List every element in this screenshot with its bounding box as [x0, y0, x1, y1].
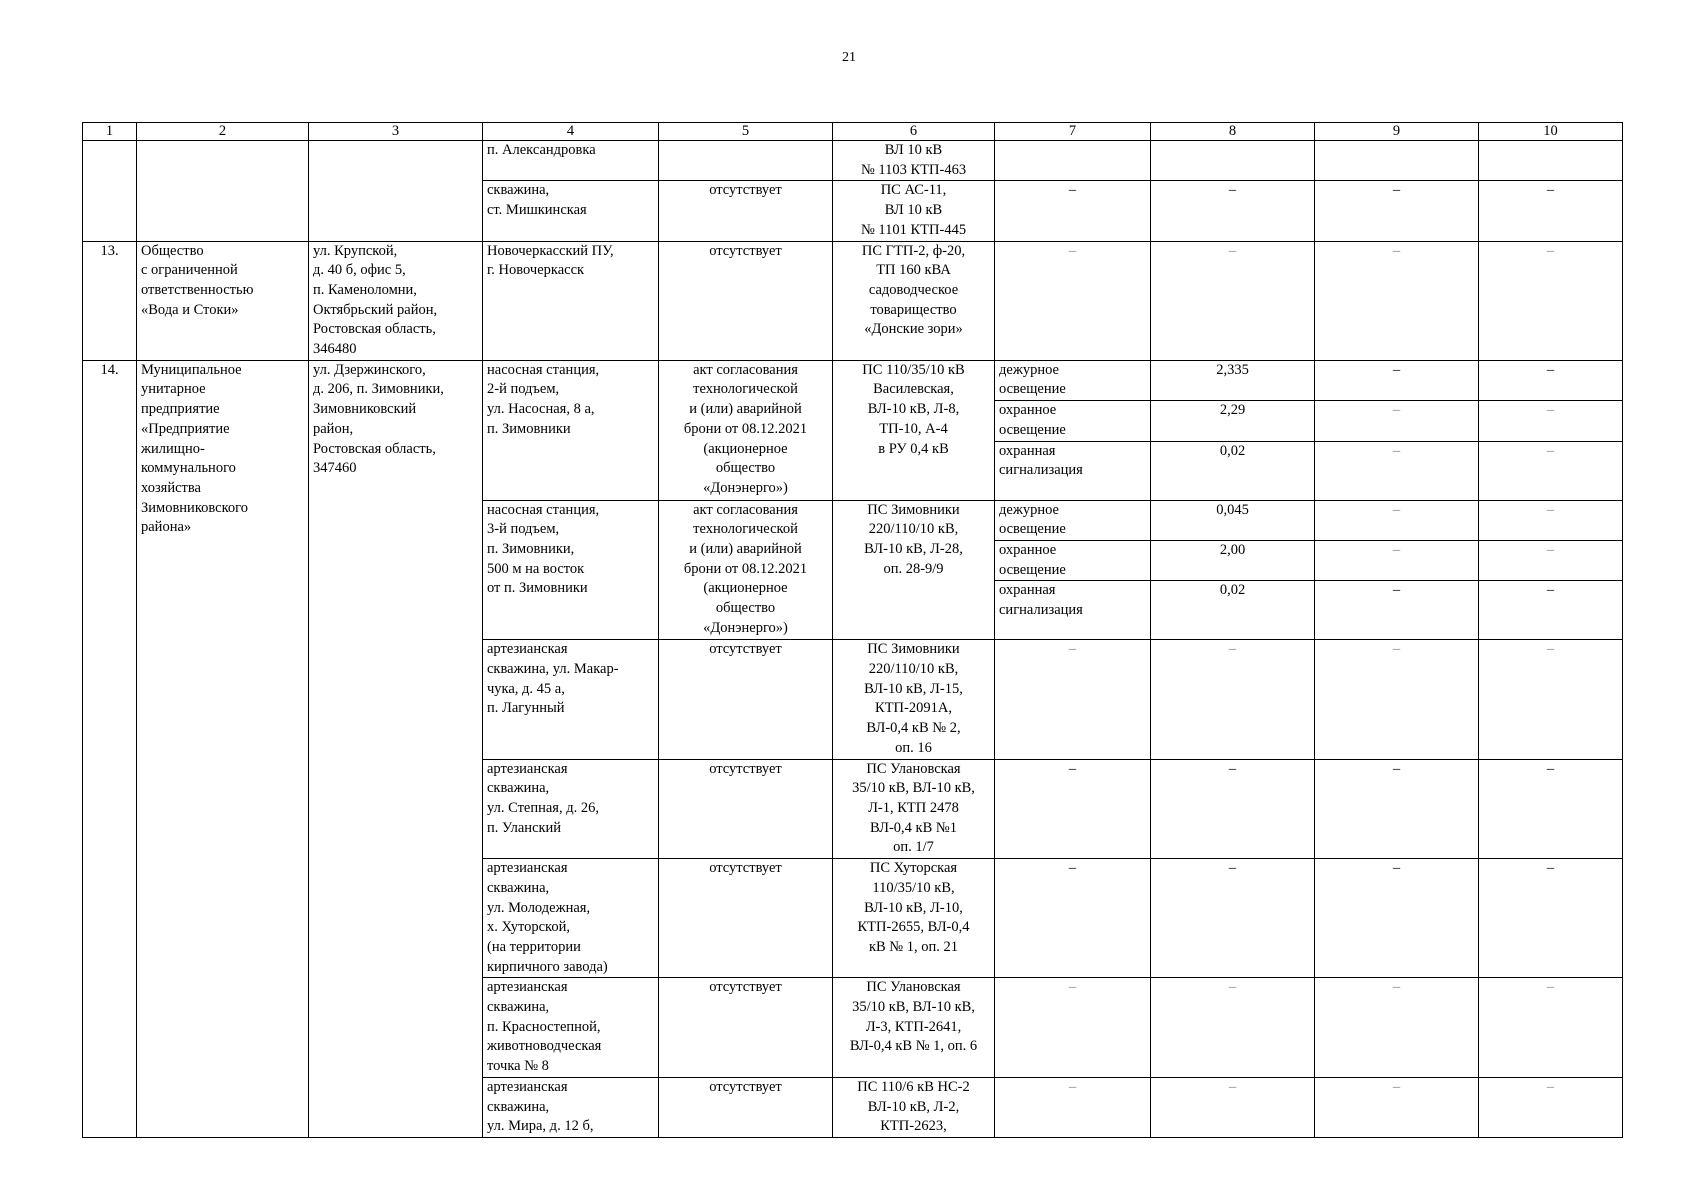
header-cell: 2 — [137, 123, 309, 141]
table-cell-col7: – — [995, 181, 1151, 241]
table-cell-col10: – — [1479, 759, 1623, 859]
table-cell-col9: – — [1315, 500, 1479, 540]
header-cell: 1 — [83, 123, 137, 141]
header-cell: 10 — [1479, 123, 1623, 141]
table-cell-col7: – — [995, 759, 1151, 859]
table-cell-act: отсутствует — [659, 978, 833, 1078]
table-cell-col10 — [1479, 141, 1623, 181]
table-cell-object: артезианская скважина, ул. Макар- чука, д. 45 а, п. Лагунный — [483, 640, 659, 759]
table-cell-col9: – — [1315, 978, 1479, 1078]
data-table — [82, 122, 1623, 1138]
table-cell-col9: – — [1315, 759, 1479, 859]
table-cell-col9: – — [1315, 360, 1479, 400]
table-cell-number: 13. — [83, 241, 137, 360]
page-number: 21 — [842, 50, 856, 65]
table-cell-object: артезианская скважина, ул. Молодежная, х. Хуторской, (на территории кирпичного завода) — [483, 859, 659, 978]
table-cell-col8: 0,045 — [1151, 500, 1315, 540]
table-cell-col9: – — [1315, 859, 1479, 978]
table-cell-number — [83, 141, 137, 242]
table-cell-col7: охранная сигнализация — [995, 441, 1151, 500]
table-cell-col7: – — [995, 241, 1151, 360]
table-cell-organization: Общество с ограниченной ответственностью «Вода и Стоки» — [137, 241, 309, 360]
table-cell-col7: – — [995, 640, 1151, 759]
table-cell-col9 — [1315, 141, 1479, 181]
table-cell-col9: – — [1315, 401, 1479, 441]
table-cell-col9: – — [1315, 181, 1479, 241]
table-cell-object: скважина, ст. Мишкинская — [483, 181, 659, 241]
table-cell-act: отсутствует — [659, 759, 833, 859]
table-cell-object: насосная станция, 3-й подъем, п. Зимовники, 500 м на восток от п. Зимовники — [483, 500, 659, 640]
header-cell: 4 — [483, 123, 659, 141]
table-cell-col9: – — [1315, 540, 1479, 580]
table-cell-col10: – — [1479, 640, 1623, 759]
table-cell-col7: охранное освещение — [995, 540, 1151, 580]
table-cell-object: артезианская скважина, п. Красностепной, животноводческая точка № 8 — [483, 978, 659, 1078]
table-cell-act: отсутствует — [659, 640, 833, 759]
table-cell-col7: охранная сигнализация — [995, 581, 1151, 640]
table-cell-col8: 0,02 — [1151, 441, 1315, 500]
table-cell-act: отсутствует — [659, 1077, 833, 1137]
table-cell-act — [659, 141, 833, 181]
table-cell-supply: ПС 110/6 кВ НС-2 ВЛ-10 кВ, Л-2, КТП-2623, — [833, 1077, 995, 1137]
table-cell-col7: дежурное освещение — [995, 360, 1151, 400]
header-cell: 9 — [1315, 123, 1479, 141]
table-cell-col10: – — [1479, 401, 1623, 441]
table-cell-col8: – — [1151, 241, 1315, 360]
table-cell-supply: ПС Хуторская 110/35/10 кВ, ВЛ-10 кВ, Л-10, КТП-2655, ВЛ-0,4 кВ № 1, оп. 21 — [833, 859, 995, 978]
table-cell-col9: – — [1315, 640, 1479, 759]
table-cell-col7: – — [995, 978, 1151, 1078]
table-cell-act: акт согласования технологической и (или) аварийной брони от 08.12.2021 (акционерное общество «Донэнерго») — [659, 500, 833, 640]
table-cell-object: артезианская скважина, ул. Степная, д. 26, п. Уланский — [483, 759, 659, 859]
table-cell-col10: – — [1479, 360, 1623, 400]
table-cell-col9: – — [1315, 581, 1479, 640]
header-cell: 5 — [659, 123, 833, 141]
table-cell-object: насосная станция, 2-й подъем, ул. Насосная, 8 а, п. Зимовники — [483, 360, 659, 500]
table-cell-object: артезианская скважина, ул. Мира, д. 12 б, — [483, 1077, 659, 1137]
table-cell-col10: – — [1479, 441, 1623, 500]
table-cell-col8: – — [1151, 978, 1315, 1078]
table-cell-col7: – — [995, 859, 1151, 978]
table-cell-col7: охранное освещение — [995, 401, 1151, 441]
table-cell-col9: – — [1315, 1077, 1479, 1137]
table-cell-supply: ПС Зимовники 220/110/10 кВ, ВЛ-10 кВ, Л-15, КТП-2091А, ВЛ-0,4 кВ № 2, оп. 16 — [833, 640, 995, 759]
table-cell-col7: – — [995, 1077, 1151, 1137]
table-cell-col10: – — [1479, 241, 1623, 360]
header-cell: 6 — [833, 123, 995, 141]
table-cell-col8: – — [1151, 759, 1315, 859]
table-cell-col10: – — [1479, 859, 1623, 978]
table-row — [83, 360, 1623, 400]
table-cell-col7 — [995, 141, 1151, 181]
table-cell-address: ул. Крупской, д. 40 б, офис 5, п. Каменоломни, Октябрьский район, Ростовская область, 346480 — [309, 241, 483, 360]
table-cell-col8: – — [1151, 859, 1315, 978]
table-cell-act: отсутствует — [659, 181, 833, 241]
table-cell-address — [309, 141, 483, 242]
table-cell-address: ул. Дзержинского, д. 206, п. Зимовники, Зимовниковский район, Ростовская область, 347460 — [309, 360, 483, 1137]
table-cell-col8: 2,00 — [1151, 540, 1315, 580]
table-cell-supply: ПС Зимовники 220/110/10 кВ, ВЛ-10 кВ, Л-28, оп. 28-9/9 — [833, 500, 995, 640]
table-row — [83, 141, 1623, 181]
table-cell-col8: 2,335 — [1151, 360, 1315, 400]
table-cell-col8 — [1151, 141, 1315, 181]
table-cell-supply: ВЛ 10 кВ № 1103 КТП-463 — [833, 141, 995, 181]
table-cell-supply: ПС Улановская 35/10 кВ, ВЛ-10 кВ, Л-3, КТП-2641, ВЛ-0,4 кВ № 1, оп. 6 — [833, 978, 995, 1078]
table-cell-supply: ПС АС-11, ВЛ 10 кВ № 1101 КТП-445 — [833, 181, 995, 241]
table-cell-object: Новочеркасский ПУ, г. Новочеркасск — [483, 241, 659, 360]
table-cell-col9: – — [1315, 441, 1479, 500]
table-cell-col10: – — [1479, 540, 1623, 580]
table-cell-col8: 0,02 — [1151, 581, 1315, 640]
table-cell-supply: ПС ГТП-2, ф-20, ТП 160 кВА садоводческое товарищество «Донские зори» — [833, 241, 995, 360]
table-cell-number: 14. — [83, 360, 137, 1137]
table-cell-col8: – — [1151, 1077, 1315, 1137]
table-cell-act: акт согласования технологической и (или) аварийной брони от 08.12.2021 (акционерное общество «Донэнерго») — [659, 360, 833, 500]
table-cell-col7: дежурное освещение — [995, 500, 1151, 540]
table-cell-col10: – — [1479, 581, 1623, 640]
header-row — [83, 123, 1623, 141]
table-cell-supply: ПС Улановская 35/10 кВ, ВЛ-10 кВ, Л-1, КТП 2478 ВЛ-0,4 кВ №1 оп. 1/7 — [833, 759, 995, 859]
header-cell: 8 — [1151, 123, 1315, 141]
table-cell-act: отсутствует — [659, 859, 833, 978]
table-cell-act: отсутствует — [659, 241, 833, 360]
table-cell-col10: – — [1479, 1077, 1623, 1137]
table-cell-organization: Муниципальное унитарное предприятие «Предприятие жилищно- коммунального хозяйства Зимовниковского района» — [137, 360, 309, 1137]
table-cell-col8: 2,29 — [1151, 401, 1315, 441]
table-cell-object: п. Александровка — [483, 141, 659, 181]
table-cell-col8: – — [1151, 640, 1315, 759]
table-cell-supply: ПС 110/35/10 кВ Василевская, ВЛ-10 кВ, Л-8, ТП-10, А-4 в РУ 0,4 кВ — [833, 360, 995, 500]
table-row — [83, 241, 1623, 360]
table-cell-col8: – — [1151, 181, 1315, 241]
table-cell-col10: – — [1479, 500, 1623, 540]
table-cell-col10: – — [1479, 181, 1623, 241]
header-cell: 3 — [309, 123, 483, 141]
table-cell-col9: – — [1315, 241, 1479, 360]
header-cell: 7 — [995, 123, 1151, 141]
table-cell-organization — [137, 141, 309, 242]
table-cell-col10: – — [1479, 978, 1623, 1078]
